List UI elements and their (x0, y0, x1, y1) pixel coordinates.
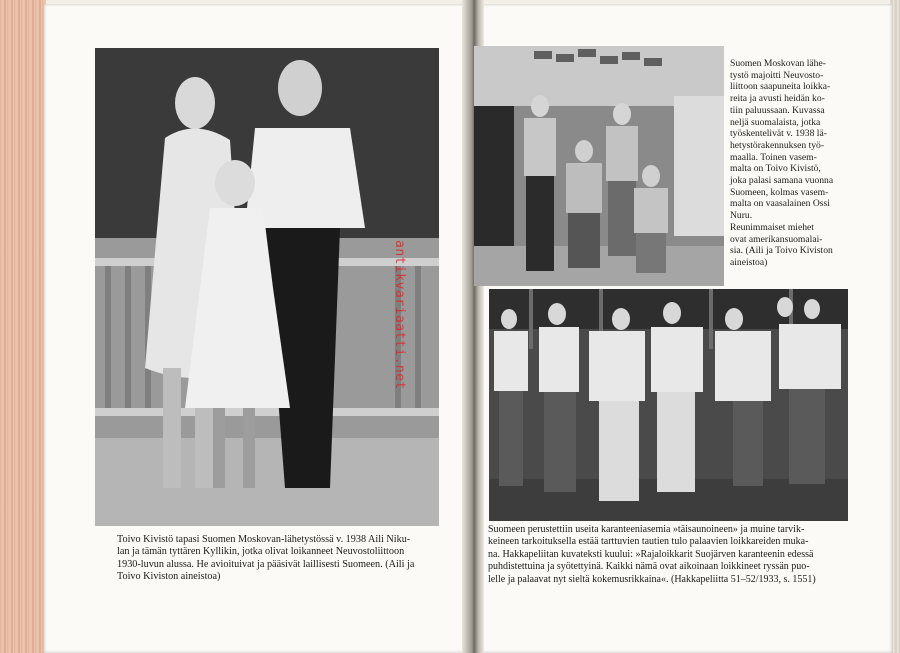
family-photo (95, 48, 439, 526)
book-page-edges-left (0, 0, 46, 653)
quarantine-group-photo (489, 289, 848, 521)
workers-photo (474, 46, 724, 286)
photo-caption-right-side: Suomen Moskovan lähe- tystö majoitti Neuvosto- liittoon saapuneita loikka- reita ja avusti heidän ko- tiin paluussaan. Kuvassa neljä suomalaista, jotka työskentelivät v. 1938 lä- hetystörakennuksen työ- maalla. Toinen vasem- malta on Toivo Kivistö, joka palasi samana vuonna Suomeen, kolmas vasem- malta on vaasalainen Ossi Nuru. Reunimmaiset miehet ovat amerikansuomalai- sia. (Aili ja Toivo Kiviston aineistoa) (730, 58, 834, 268)
photo-caption-right-bottom: Suomeen perustettiin useita karanteeniasemia »täisaunoineen» ja muine tarvik- keineen tarkoituksella estää tarttuvien tautien tulo palaavien loikkareiden muka- na. Hakkapeliitan kuvateksti kuului: »Rajaloikkarit Suojärven karanteenin edessä puhdistettuina ja syötettyinä. Kaikki nämä ovat aikoinaan loikkineet ryssän puo- lelle ja palaavat nyt sieltä kokemusrikkaina«. (Hakkapeliitta 51–52/1933, s. 1551) (488, 524, 816, 585)
photo-caption-left: Toivo Kivistö tapasi Suomen Moskovan-lähetystössä v. 1938 Aili Niku- lan ja tämän tyttären Kyllikin, jotka olivat loikanneet Neuvostoliittoon 1930-luvun alussa. He avioituivat ja pääsivät laillisesti Suomeen. (Aili ja Toivo Kiviston aineistoa) (117, 534, 415, 583)
watermark-text: antikvariaatti.net (392, 240, 407, 390)
